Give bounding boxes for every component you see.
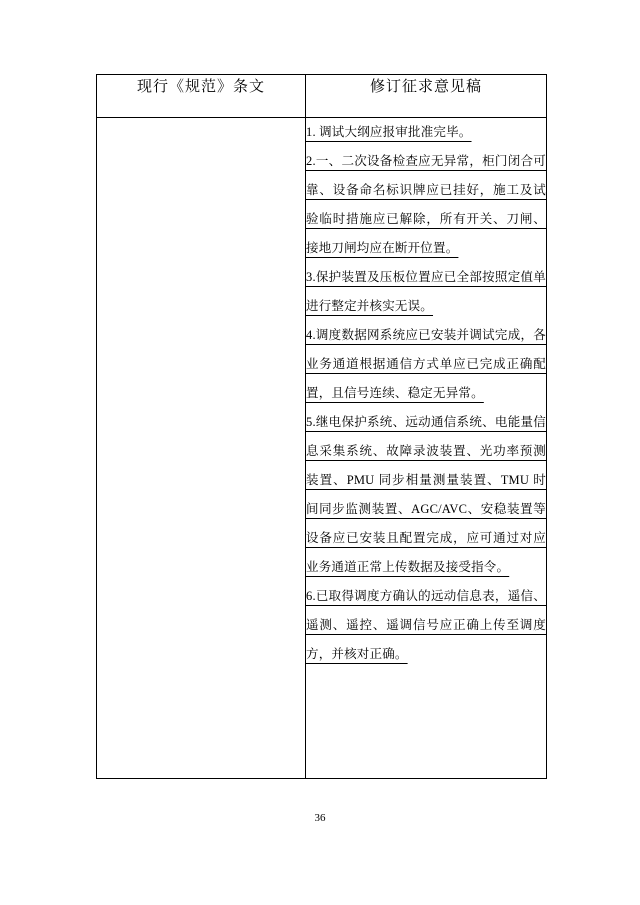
comparison-table (96, 74, 544, 779)
regulation-table (96, 74, 547, 779)
clause-paragraph: 3.保护装置及压板位置应已全部按照定值单进行整定并核实无误。 (306, 270, 546, 313)
clause-paragraph: 6.已取得调度方确认的远动信息表，遥信、遥测、遥控、遥调信号应正确上传至调度方，并核对正确。 (306, 589, 546, 661)
cell-current-regulation-text (97, 118, 306, 779)
clause-paragraph: 4.调度数据网系统应已安装并调试完成，各业务通道根据通信方式单应已完成正确配置，且信号连续、稳定无异常。 (306, 328, 546, 400)
column-header-revised-draft: 修订征求意见稿 (306, 75, 547, 118)
column-header-current-regulation: 现行《规范》条文 (97, 75, 306, 118)
clause-paragraph: 5.继电保护系统、远动通信系统、电能量信息采集系统、故障录波装置、光功率预测装置、PMU 同步相量测量装置、TMU 时间同步监测装置、AGC/AVC、安稳装置等设备应已安装且配置完成，应可通过对应业务通道正常上传数据及接受指令。 (306, 415, 546, 574)
clause-paragraph: 2.一、二次设备检查应无异常，柜门闭合可靠、设备命名标识牌应已挂好，施工及试验临时措施应已解除，所有开关、刀闸、接地刀闸均应在断开位置。 (306, 154, 546, 255)
page-number: 36 (314, 812, 326, 824)
clause-paragraph: 1. 调试大纲应报审批准完毕。 (306, 125, 472, 139)
table-body (97, 118, 547, 779)
cell-revised-draft-text (306, 118, 547, 779)
table-row (97, 118, 547, 779)
table-header-row (97, 75, 547, 118)
table-header (97, 75, 547, 118)
